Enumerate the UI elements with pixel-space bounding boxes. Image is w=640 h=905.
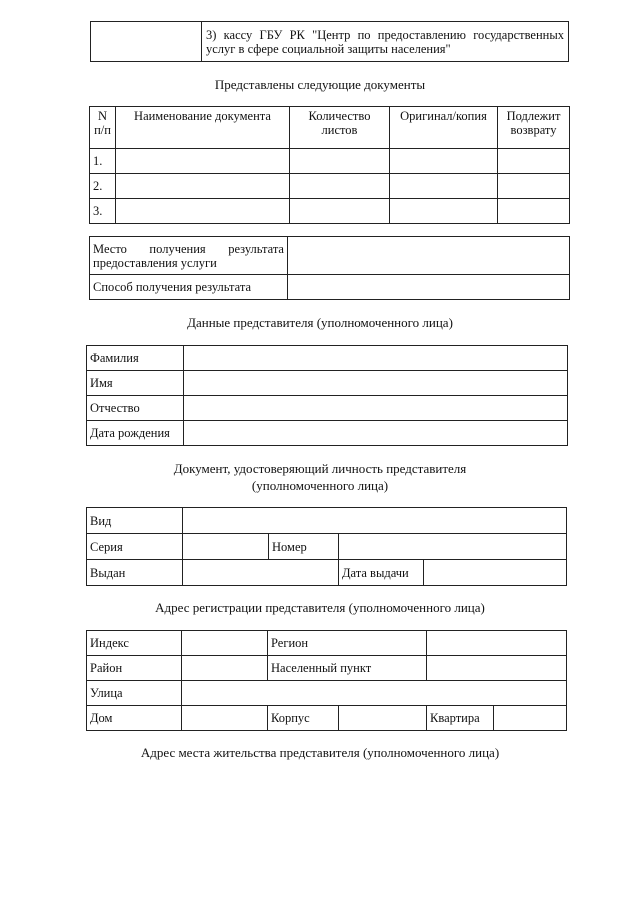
top-table-empty-cell[interactable] [91,22,202,62]
document-name-cell[interactable] [116,199,290,224]
header-num: N п/п [90,107,116,149]
place-field[interactable] [288,237,570,275]
issue-date-field[interactable] [424,560,567,586]
building-field[interactable] [339,706,427,731]
original-copy-cell[interactable] [390,149,498,174]
locality-label: Населенный пункт [268,656,427,681]
header-name: Наименование документа [116,107,290,149]
return-cell[interactable] [498,149,570,174]
type-label: Вид [87,508,183,534]
id-document-table [86,507,567,586]
sheet-count-cell[interactable] [290,199,390,224]
apartment-label: Квартира [427,706,494,731]
name-label: Имя [87,371,184,396]
id-document-heading-line1: Документ, удостоверяющий личность представителя [173,461,467,476]
result-table [89,236,570,300]
original-copy-cell[interactable] [390,174,498,199]
row-number: 1. [90,149,116,174]
surname-label: Фамилия [87,346,184,371]
document-name-cell[interactable] [116,149,290,174]
patronymic-field[interactable] [184,396,568,421]
sheet-count-cell[interactable] [290,149,390,174]
place-label: Место получения результата предоставления услуги [90,237,288,275]
region-label: Регион [268,631,427,656]
number-label: Номер [269,534,339,560]
top-table-line2: услуг в сфере социальной защиты населения" [206,41,451,56]
number-field[interactable] [339,534,567,560]
series-label: Серия [87,534,183,560]
street-label: Улица [87,681,182,706]
house-label: Дом [87,706,182,731]
patronymic-label: Отчество [87,396,184,421]
method-label: Способ получения результата [90,275,288,300]
top-table-line1: 3) кассу ГБУ РК "Центр по предоставлению государственных [206,27,564,42]
district-field[interactable] [182,656,268,681]
district-label: Район [87,656,182,681]
table-row [90,199,570,224]
building-label: Корпус [268,706,339,731]
residence-heading: Адрес места жительства представителя (уполномоченного лица) [140,745,500,760]
house-field[interactable] [182,706,268,731]
return-cell[interactable] [498,199,570,224]
row-number: 3. [90,199,116,224]
issued-by-field[interactable] [183,560,339,586]
method-field[interactable] [288,275,570,300]
apartment-field[interactable] [494,706,567,731]
header-count: Количество листов [290,107,390,149]
surname-field[interactable] [184,346,568,371]
birthdate-label: Дата рождения [87,421,184,446]
table-row [90,149,570,174]
representative-heading: Данные представителя (уполномоченного лица) [187,315,453,330]
type-field[interactable] [183,508,567,534]
original-copy-cell[interactable] [390,199,498,224]
id-document-heading-line2: (уполномоченного лица) [251,478,389,493]
index-label: Индекс [87,631,182,656]
street-field[interactable] [182,681,567,706]
documents-heading: Представлены следующие документы [214,77,426,92]
issue-date-label: Дата выдачи [339,560,424,586]
locality-field[interactable] [427,656,567,681]
index-field[interactable] [182,631,268,656]
table-row [90,174,570,199]
document-name-cell[interactable] [116,174,290,199]
header-original: Оригинал/копия [390,107,498,149]
documents-table [89,106,570,224]
name-field[interactable] [184,371,568,396]
representative-table [86,345,568,446]
sheet-count-cell[interactable] [290,174,390,199]
region-field[interactable] [427,631,567,656]
registration-table [86,630,567,731]
header-return: Подлежит возврату [498,107,570,149]
row-number: 2. [90,174,116,199]
series-field[interactable] [183,534,269,560]
top-table [90,21,569,62]
top-table-text-cell [202,22,569,62]
registration-heading: Адрес регистрации представителя (уполномоченного лица) [155,600,485,615]
birthdate-field[interactable] [184,421,568,446]
issued-by-label: Выдан [87,560,183,586]
return-cell[interactable] [498,174,570,199]
